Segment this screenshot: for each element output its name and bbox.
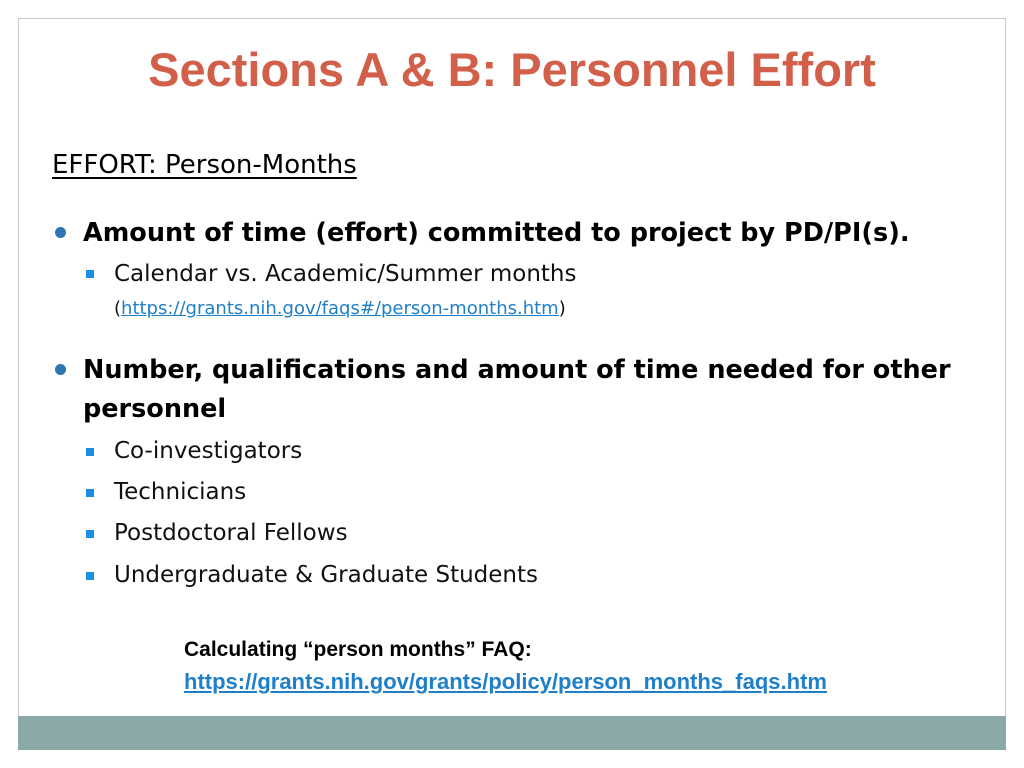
person-months-faqs-link[interactable]: https://grants.nih.gov/grants/policy/person_months_faqs.htm	[184, 669, 827, 694]
footer-bar	[18, 716, 1006, 750]
person-months-url-line	[114, 298, 566, 319]
bullet-dot-icon	[55, 227, 66, 238]
bullet-dot-icon	[55, 364, 66, 375]
square-bullet-icon	[86, 448, 94, 456]
sub-item-calendar: Calendar vs. Academic/Summer months	[114, 261, 577, 287]
section-heading: EFFORT: Person-Months	[52, 150, 357, 180]
person-months-faq-link[interactable]: https://grants.nih.gov/faqs#/person-months.htm	[121, 298, 559, 319]
square-bullet-icon	[86, 270, 94, 278]
paren-open: (	[114, 298, 122, 319]
square-bullet-icon	[86, 572, 94, 580]
square-bullet-icon	[86, 530, 94, 538]
list-item: Co-investigators	[114, 438, 303, 464]
bullet-personnel-line2: personnel	[83, 394, 227, 424]
list-item: Technicians	[114, 479, 247, 505]
list-item: Postdoctoral Fellows	[114, 520, 348, 546]
square-bullet-icon	[86, 489, 94, 497]
paren-close: )	[558, 298, 566, 319]
list-item: Undergraduate & Graduate Students	[114, 562, 539, 588]
bullet-personnel-line1: Number, qualifications and amount of time needed for other	[83, 355, 951, 385]
slide-title: Sections A & B: Personnel Effort	[148, 43, 876, 96]
faq-label: Calculating “person months” FAQ:	[184, 638, 532, 661]
bullet-effort: Amount of time (effort) committed to project by PD/PI(s).	[83, 218, 910, 248]
